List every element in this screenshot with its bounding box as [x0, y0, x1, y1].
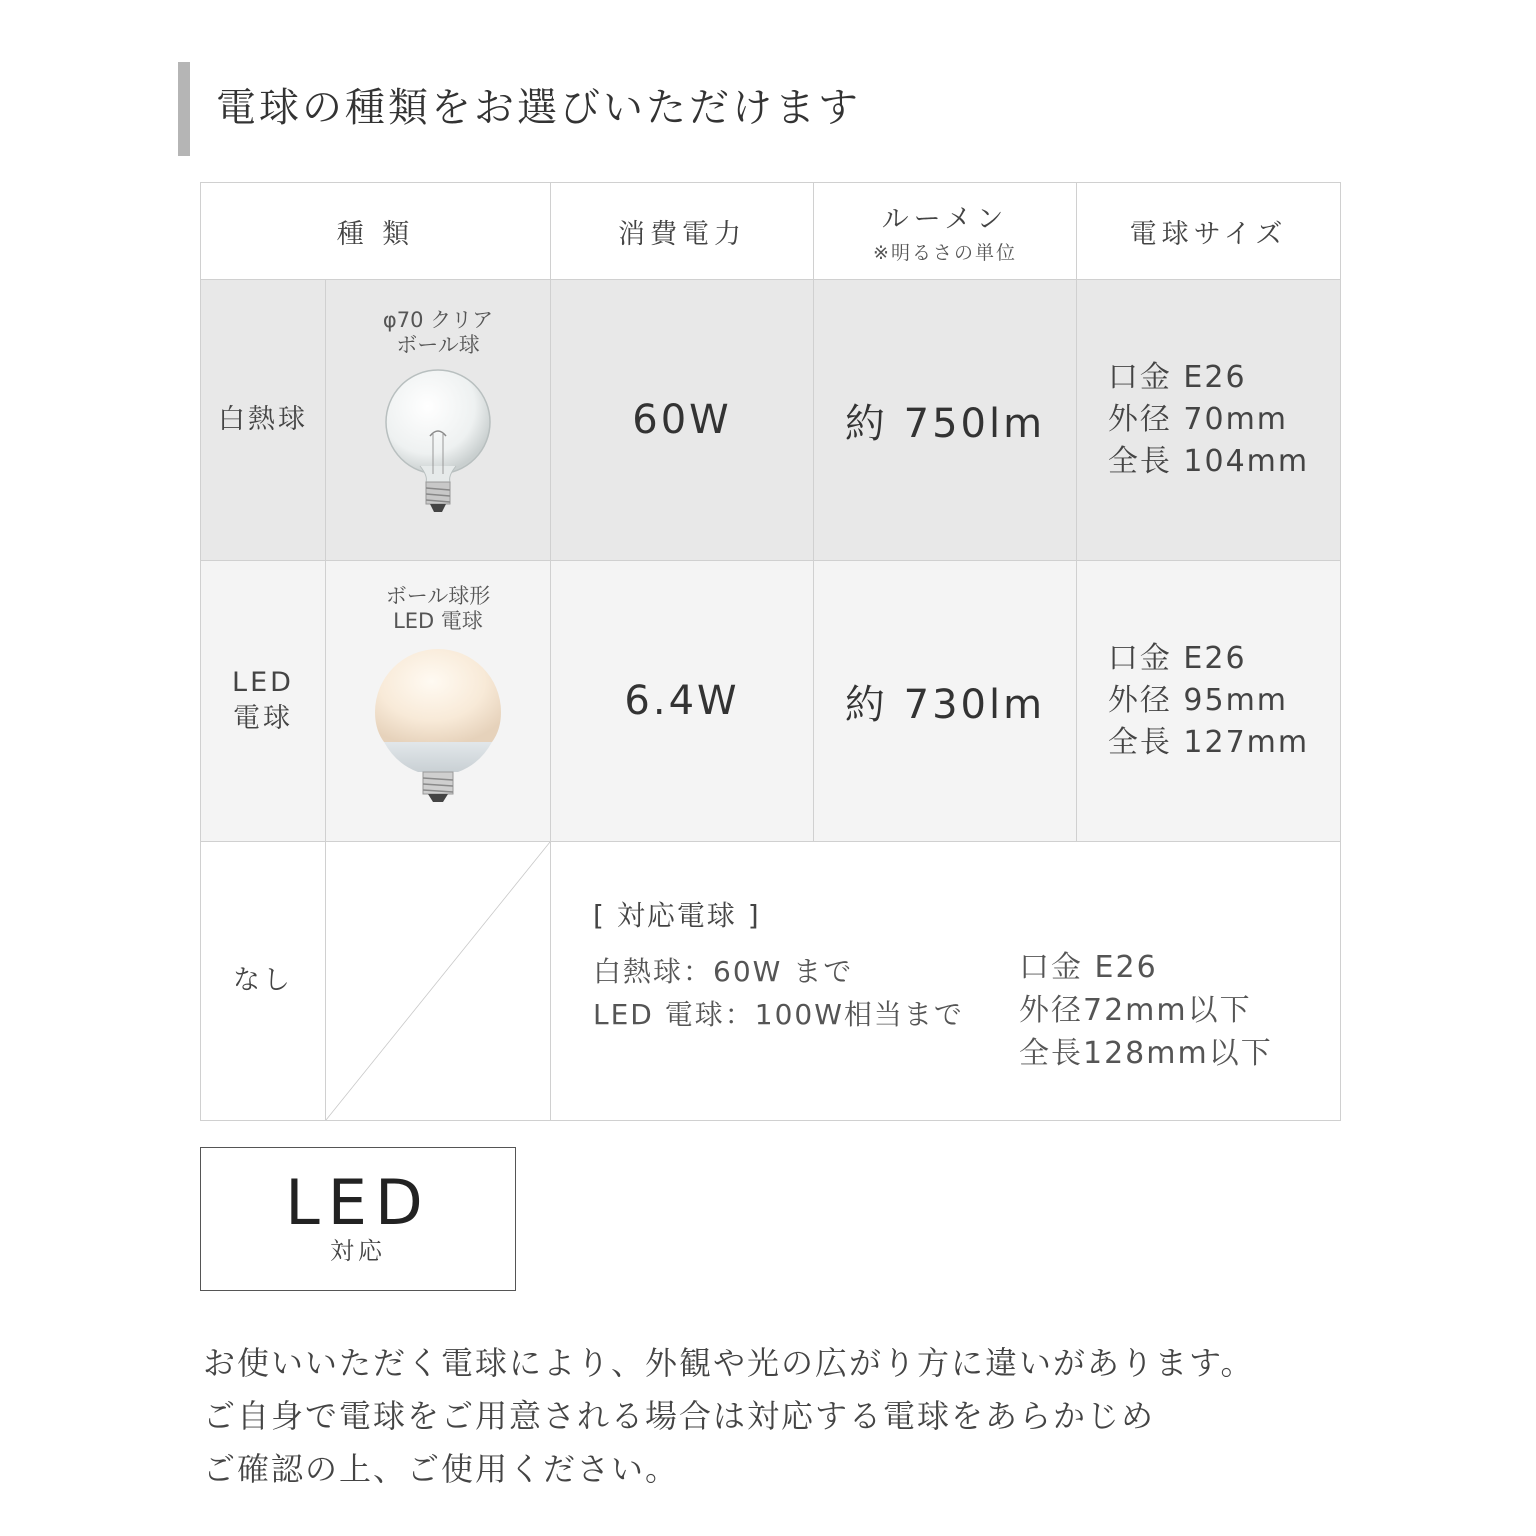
size-list — [1108, 357, 1309, 483]
size-cell — [1077, 280, 1341, 561]
size-length: 全長 127mm — [1107, 725, 1310, 760]
note-line2: ご自身で電球をご用意される場合は対応する電球をあらかじめ — [203, 1397, 1156, 1435]
empty-diagonal-cell — [326, 842, 551, 1121]
lumen-cell — [814, 561, 1077, 842]
led-compatible-badge — [200, 1147, 516, 1291]
bulb-cell — [326, 561, 551, 842]
power-cell — [551, 280, 814, 561]
compat-size-list — [1019, 946, 1273, 1075]
type-name-line1: LED — [232, 667, 294, 698]
compat-title: [ 対応電球 ] — [593, 899, 761, 932]
compatible-bulbs-cell — [551, 842, 1341, 1121]
clear-ball-bulb-image — [378, 364, 498, 524]
header-type: 種 類 — [201, 183, 551, 280]
size-base: 口金 E26 — [1107, 641, 1247, 676]
size-diameter: 外径 95mm — [1107, 683, 1289, 718]
type-cell — [201, 561, 326, 842]
header-size: 電球サイズ — [1077, 183, 1341, 280]
bulb-label-line1: φ70 クリア — [382, 308, 494, 332]
type-name: なし — [233, 965, 293, 996]
size-cell — [1077, 561, 1341, 842]
type-cell — [201, 280, 326, 561]
power-value: 6.4W — [624, 678, 740, 724]
bulb-label — [326, 308, 550, 358]
lumen-value: 約 730lm — [844, 681, 1046, 728]
bulb-label-line1: ボール球形 — [385, 584, 491, 608]
type-cell — [201, 842, 326, 1121]
header-lumen-note: ※明るさの単位 — [873, 242, 1017, 264]
diagonal-slash — [326, 842, 550, 1120]
power-cell — [551, 561, 814, 842]
size-base: 口金 E26 — [1019, 950, 1158, 985]
power-value: 60W — [632, 397, 732, 443]
page-title: 電球の種類をお選びいただけます — [216, 85, 861, 131]
heading-accent-bar — [178, 62, 190, 156]
bulb-spec-table — [200, 182, 1341, 1121]
type-name: 白熱球 — [218, 404, 308, 435]
bulb-label-line2: ボール球 — [396, 333, 480, 357]
compat-led: LED 電球：100W相当まで — [593, 998, 964, 1031]
compat-wattage-list — [593, 950, 964, 1036]
table-row-led — [201, 561, 1341, 842]
type-name-line2: 電球 — [233, 703, 293, 734]
compat-incandescent: 白熱球：60W まで — [593, 955, 854, 988]
led-ball-bulb-image — [368, 640, 508, 810]
lumen-cell — [814, 280, 1077, 561]
table-header-row — [201, 183, 1341, 280]
size-diameter: 外径72mm以下 — [1019, 993, 1252, 1028]
bulb-cell — [326, 280, 551, 561]
usage-note — [203, 1337, 1254, 1496]
note-line3: ご確認の上、ご使用ください。 — [203, 1450, 680, 1488]
header-lumen — [814, 183, 1077, 280]
bulb-label-line2: LED 電球 — [393, 609, 483, 633]
table-row-incandescent — [201, 280, 1341, 561]
lumen-value: 約 750lm — [844, 400, 1046, 447]
badge-main-text: LED — [285, 1166, 431, 1239]
note-line1: お使いいただく電球により、外観や光の広がり方に違いがあります。 — [203, 1344, 1255, 1382]
bulb-label — [326, 584, 550, 634]
size-diameter: 外径 70mm — [1107, 402, 1289, 437]
size-length: 全長128mm以下 — [1019, 1036, 1273, 1071]
header-power: 消費電力 — [551, 183, 814, 280]
header-lumen-label: ルーメン — [881, 204, 1009, 235]
table-row-none — [201, 842, 1341, 1121]
size-base: 口金 E26 — [1107, 360, 1247, 395]
size-length: 全長 104mm — [1107, 444, 1310, 479]
size-list — [1108, 638, 1309, 764]
badge-sub-text: 対応 — [330, 1237, 386, 1265]
type-name — [201, 665, 325, 737]
